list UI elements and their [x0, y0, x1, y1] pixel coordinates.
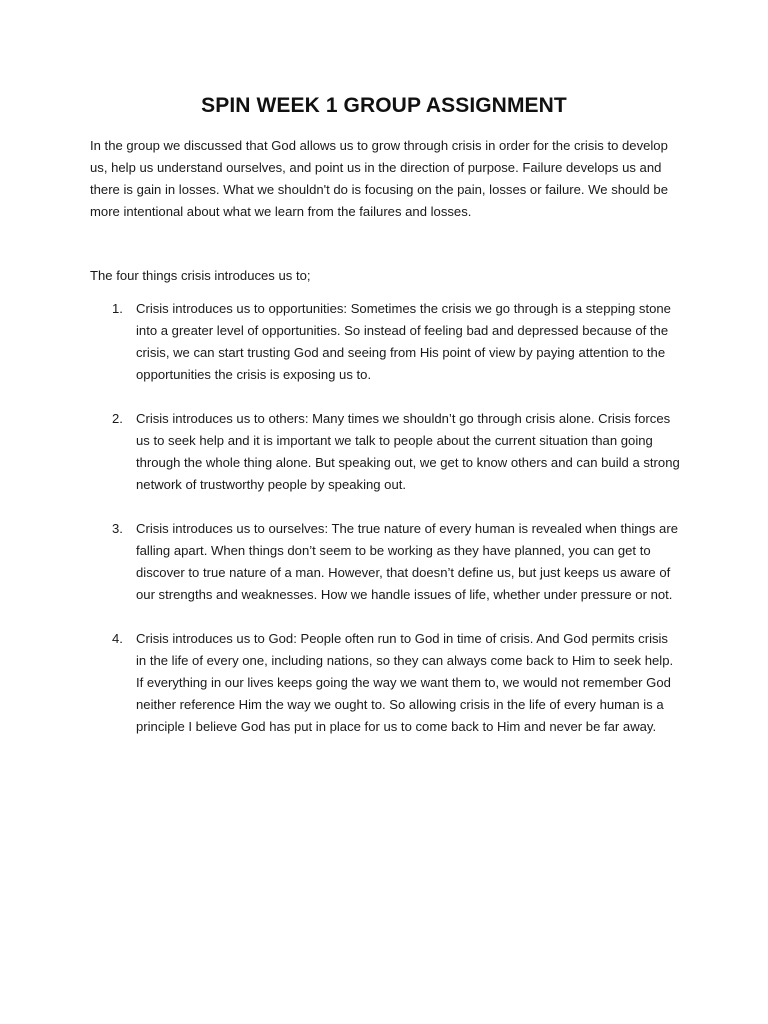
list-item-text: Crisis introduces us to ourselves: The true nature of every human is revealed when things are falling apart. When things don’t seem to be working as they have planned, you can get to discover to true nature of a man. However, that doesn’t define us, but just keeps us aware of our strengths and weaknesses. How we handle issues of life, whether under pressure or not.	[136, 521, 678, 602]
list-item	[90, 518, 680, 606]
list-heading: The four things crisis introduces us to;	[90, 268, 311, 283]
list-item-number: 1.	[112, 301, 123, 316]
numbered-list	[90, 298, 680, 760]
list-item-text: Crisis introduces us to opportunities: Sometimes the crisis we go through is a stepping stone into a greater level of opportunities. So instead of feeling bad and depressed because of the crisis, we can start trusting God and seeing from His point of view by paying attention to the opportunities the crisis is exposing us to.	[136, 301, 671, 382]
intro-paragraph: In the group we discussed that God allows us to grow through crisis in order for the crisis to develop us, help us understand ourselves, and point us in the direction of purpose. Failure develops us and there is gain in losses. What we shouldn't do is focusing on the pain, losses or failure. We should be more intentional about what we learn from the failures and losses.	[90, 138, 668, 219]
list-item-number: 2.	[112, 411, 123, 426]
list-item	[90, 408, 680, 496]
list-item	[90, 628, 680, 738]
list-item-text: Crisis introduces us to others: Many times we shouldn’t go through crisis alone. Crisis forces us to seek help and it is important we talk to people about the current situation than going through the whole thing alone. But speaking out, we get to know others and can build a strong network of trustworthy people by speaking out.	[136, 411, 680, 492]
list-item	[90, 298, 680, 386]
list-item-number: 3.	[112, 521, 123, 536]
document-title: SPIN WEEK 1 GROUP ASSIGNMENT	[201, 94, 567, 117]
list-item-number: 4.	[112, 631, 123, 646]
list-item-text: Crisis introduces us to God: People often run to God in time of crisis. And God permits crisis in the life of every one, including nations, so they can always come back to Him to seek help. If everything in our lives keeps going the way we want them to, we would not remember God neither reference Him the way we ought to. So allowing crisis in the life of every human is a principle I believe God has put in place for us to come back to Him and never be far away.	[136, 631, 674, 734]
